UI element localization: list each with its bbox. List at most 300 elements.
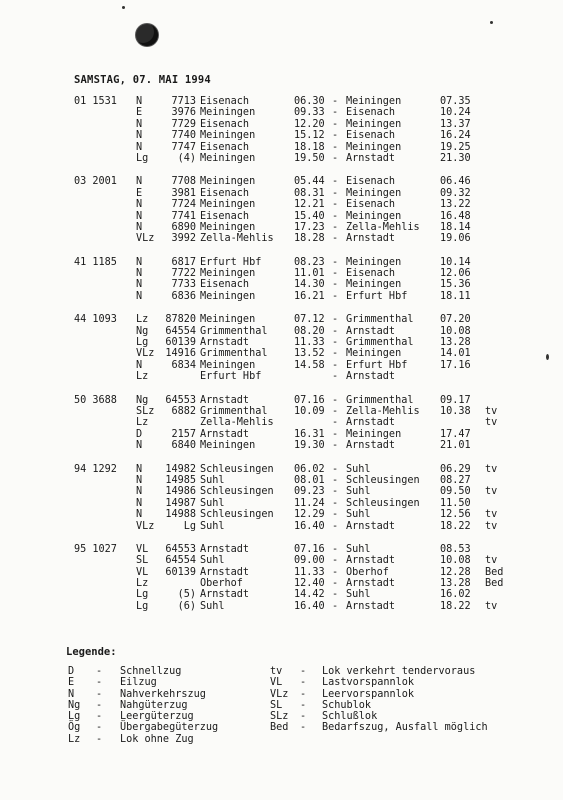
departure-time: 08.23	[294, 256, 325, 268]
timetable-row	[0, 337, 563, 348]
legend-description: Eilzug	[120, 677, 157, 689]
route-dash: -	[332, 394, 339, 406]
destination-station: Arnstadt	[346, 600, 396, 612]
train-number: (6)	[177, 600, 196, 612]
destination-station: Eisenach	[346, 107, 396, 119]
origin-station: Suhl	[200, 474, 225, 486]
train-number: 60139	[165, 566, 196, 578]
route-dash: -	[332, 440, 339, 452]
train-number: 14988	[165, 509, 196, 521]
destination-station: Meiningen	[346, 279, 402, 291]
timetable-row	[0, 440, 563, 451]
timetable-row	[0, 96, 563, 107]
arrival-time: 18.14	[440, 221, 471, 233]
destination-station: Arnstadt	[346, 555, 396, 567]
origin-station: Suhl	[200, 497, 225, 509]
destination-station: Meiningen	[346, 118, 402, 130]
route-dash: -	[332, 118, 339, 130]
legend-row	[0, 666, 563, 677]
arrival-time: 06.46	[440, 176, 471, 188]
locomotive-id: 95 1027	[74, 543, 117, 555]
route-dash: -	[332, 600, 339, 612]
arrival-time: 11.50	[440, 497, 471, 509]
locomotive-id: 94 1292	[74, 463, 117, 475]
route-dash: -	[332, 509, 339, 521]
destination-station: Zella-Mehlis	[346, 221, 420, 233]
legend-dash: -	[96, 699, 103, 711]
locomotive-id: 50 3688	[74, 394, 117, 406]
origin-station: Grimmenthal	[200, 325, 268, 337]
train-number: 6836	[171, 290, 196, 302]
departure-time: 16.40	[294, 520, 325, 532]
destination-station: Meiningen	[346, 428, 402, 440]
remark: tv	[485, 600, 498, 612]
route-dash: -	[332, 405, 339, 417]
route-dash: -	[332, 279, 339, 291]
origin-station: Meiningen	[200, 290, 256, 302]
route-dash: -	[332, 199, 339, 211]
departure-time: 10.09	[294, 405, 325, 417]
legend-row	[0, 734, 563, 745]
route-dash: -	[332, 233, 339, 245]
legend-dash: -	[96, 677, 103, 689]
arrival-time: 07.35	[440, 96, 471, 107]
destination-station: Meiningen	[346, 96, 402, 107]
departure-time: 14.30	[294, 279, 325, 291]
train-type: Lg	[136, 337, 149, 349]
destination-station: Arnstadt	[346, 325, 396, 337]
timetable-row	[0, 371, 563, 382]
legend-description: Lastvorspannlok	[322, 677, 415, 689]
arrival-time: 18.11	[440, 290, 471, 302]
train-type: N	[136, 463, 143, 475]
train-type: Ng	[136, 325, 149, 337]
departure-time: 12.40	[294, 578, 325, 590]
train-number: 64553	[165, 543, 196, 555]
train-type: N	[136, 474, 143, 486]
legend-description: Lok verkehrt tendervoraus	[322, 666, 476, 677]
train-type: N	[136, 497, 143, 509]
origin-station: Meiningen	[200, 314, 256, 326]
legend-abbreviation: Bed	[270, 722, 289, 734]
train-type: N	[136, 210, 143, 222]
timetable-row	[0, 176, 563, 187]
arrival-time: 07.20	[440, 314, 471, 326]
origin-station: Arnstadt	[200, 337, 250, 349]
arrival-time: 12.06	[440, 268, 471, 280]
origin-station: Grimmenthal	[200, 405, 268, 417]
route-dash: -	[332, 578, 339, 590]
remark: Bed	[485, 566, 504, 578]
train-type: N	[136, 509, 143, 521]
origin-station: Eisenach	[200, 96, 250, 107]
timetable-row	[0, 233, 563, 244]
timetable-row	[0, 521, 563, 532]
remark: tv	[485, 520, 498, 532]
arrival-time: 16.48	[440, 210, 471, 222]
departure-time: 07.16	[294, 394, 325, 406]
legend-abbreviation: N	[68, 688, 75, 700]
route-dash: -	[332, 210, 339, 222]
legend-description: Leervorspannlok	[322, 688, 415, 700]
timetable-row	[0, 578, 563, 589]
legend-dash: -	[300, 722, 307, 734]
train-type: VL	[136, 566, 149, 578]
timetable-row	[0, 279, 563, 290]
legend-abbreviation: tv	[270, 666, 283, 677]
arrival-time: 12.56	[440, 509, 471, 521]
route-dash: -	[332, 96, 339, 107]
arrival-time: 14.01	[440, 348, 471, 360]
destination-station: Arnstadt	[346, 371, 396, 383]
arrival-time: 16.02	[440, 589, 471, 601]
departure-time: 11.33	[294, 566, 325, 578]
train-type: N	[136, 256, 143, 268]
origin-station: Zella-Mehlis	[200, 417, 274, 429]
route-dash: -	[332, 221, 339, 233]
paper-speck	[490, 21, 493, 24]
train-type: SLz	[136, 405, 155, 417]
origin-station: Meiningen	[200, 152, 256, 164]
train-number: 7747	[171, 141, 196, 153]
origin-station: Meiningen	[200, 199, 256, 211]
legend-dash: -	[96, 666, 103, 677]
origin-station: Suhl	[200, 600, 225, 612]
destination-station: Meiningen	[346, 348, 402, 360]
arrival-time: 09.17	[440, 394, 471, 406]
destination-station: Eisenach	[346, 268, 396, 280]
timetable-row	[0, 291, 563, 302]
train-number: 60139	[165, 337, 196, 349]
remark: tv	[485, 405, 498, 417]
timetable-row	[0, 130, 563, 141]
destination-station: Suhl	[346, 509, 371, 521]
arrival-time: 08.27	[440, 474, 471, 486]
train-type: E	[136, 107, 143, 119]
route-dash: -	[332, 325, 339, 337]
route-dash: -	[332, 187, 339, 199]
destination-station: Grimmenthal	[346, 314, 414, 326]
train-number: 14985	[165, 474, 196, 486]
train-number: 3992	[171, 233, 196, 245]
destination-station: Suhl	[346, 463, 371, 475]
origin-station: Schleusingen	[200, 486, 274, 498]
destination-station: Meiningen	[346, 187, 402, 199]
origin-station: Schleusingen	[200, 509, 274, 521]
train-type: N	[136, 141, 143, 153]
legend-row	[0, 700, 563, 711]
locomotive-group	[0, 544, 563, 612]
legend-dash: -	[96, 722, 103, 734]
legend-abbreviation: Ng	[68, 699, 81, 711]
destination-station: Suhl	[346, 589, 371, 601]
train-type: Lz	[136, 371, 149, 383]
departure-time: 09.33	[294, 107, 325, 119]
arrival-time: 09.50	[440, 486, 471, 498]
origin-station: Eisenach	[200, 187, 250, 199]
train-number: 6834	[171, 359, 196, 371]
arrival-time: 18.22	[440, 600, 471, 612]
locomotive-group	[0, 464, 563, 532]
legend-description: Nahverkehrszug	[120, 688, 206, 700]
timetable-row	[0, 601, 563, 612]
train-type: N	[136, 440, 143, 452]
departure-time: 15.40	[294, 210, 325, 222]
route-dash: -	[332, 348, 339, 360]
train-number: 7713	[171, 96, 196, 107]
destination-station: Erfurt Hbf	[346, 290, 408, 302]
departure-time: 12.21	[294, 199, 325, 211]
timetable-row	[0, 417, 563, 428]
departure-time: 07.12	[294, 314, 325, 326]
locomotive-group	[0, 395, 563, 452]
departure-time: 16.40	[294, 600, 325, 612]
destination-station: Meiningen	[346, 256, 402, 268]
timetable-row	[0, 475, 563, 486]
departure-time: 18.28	[294, 233, 325, 245]
locomotive-group	[0, 96, 563, 164]
origin-station: Erfurt Hbf	[200, 371, 262, 383]
train-type: Lz	[136, 314, 149, 326]
route-dash: -	[332, 474, 339, 486]
route-dash: -	[332, 268, 339, 280]
route-dash: -	[332, 371, 339, 383]
legend-dash: -	[300, 711, 307, 723]
departure-time: 06.02	[294, 463, 325, 475]
departure-time: 11.01	[294, 268, 325, 280]
legend-abbreviation: Lg	[68, 711, 81, 723]
train-number: 7741	[171, 210, 196, 222]
arrival-time: 13.22	[440, 199, 471, 211]
origin-station: Meiningen	[200, 130, 256, 142]
legend-abbreviation: Lz	[68, 733, 81, 745]
arrival-time: 08.53	[440, 543, 471, 555]
train-type: N	[136, 176, 143, 188]
legend-description: Schnellzug	[120, 666, 182, 677]
locomotive-group	[0, 257, 563, 303]
arrival-time: 21.01	[440, 440, 471, 452]
arrival-time: 18.22	[440, 520, 471, 532]
route-dash: -	[332, 176, 339, 188]
origin-station: Arnstadt	[200, 394, 250, 406]
arrival-time: 15.36	[440, 279, 471, 291]
route-dash: -	[332, 589, 339, 601]
route-dash: -	[332, 566, 339, 578]
destination-station: Arnstadt	[346, 417, 396, 429]
timetable-row	[0, 486, 563, 497]
legend-description: Schlußlok	[322, 711, 378, 723]
route-dash: -	[332, 107, 339, 119]
paper-speck	[122, 6, 125, 9]
train-type: N	[136, 279, 143, 291]
departure-time: 14.42	[294, 589, 325, 601]
origin-station: Eisenach	[200, 118, 250, 130]
train-type: Lz	[136, 417, 149, 429]
train-number: 6840	[171, 440, 196, 452]
route-dash: -	[332, 256, 339, 268]
train-type: N	[136, 268, 143, 280]
locomotive-id: 03 2001	[74, 176, 117, 188]
origin-station: Meiningen	[200, 268, 256, 280]
timetable-row	[0, 348, 563, 359]
arrival-time: 13.28	[440, 578, 471, 590]
origin-station: Meiningen	[200, 440, 256, 452]
train-number: 6817	[171, 256, 196, 268]
train-type: N	[136, 118, 143, 130]
train-number: 14987	[165, 497, 196, 509]
origin-station: Eisenach	[200, 210, 250, 222]
remark: Bed	[485, 578, 504, 590]
destination-station: Grimmenthal	[346, 337, 414, 349]
train-number: 6890	[171, 221, 196, 233]
route-dash: -	[332, 543, 339, 555]
train-type: N	[136, 199, 143, 211]
departure-time: 19.50	[294, 152, 325, 164]
departure-time: 11.24	[294, 497, 325, 509]
destination-station: Oberhof	[346, 566, 389, 578]
departure-time: 16.31	[294, 428, 325, 440]
arrival-time: 10.08	[440, 325, 471, 337]
legend-dash: -	[96, 688, 103, 700]
timetable-row	[0, 498, 563, 509]
arrival-time: 10.38	[440, 405, 471, 417]
train-type: N	[136, 290, 143, 302]
train-number: 14982	[165, 463, 196, 475]
legend-abbreviation: D	[68, 666, 75, 677]
page-title: SAMSTAG, 07. MAI 1994	[74, 74, 211, 86]
arrival-time: 10.08	[440, 555, 471, 567]
origin-station: Arnstadt	[200, 566, 250, 578]
train-type: VLz	[136, 520, 155, 532]
train-number: Lg	[183, 520, 196, 532]
arrival-time: 12.28	[440, 566, 471, 578]
origin-station: Arnstadt	[200, 589, 250, 601]
arrival-time: 19.06	[440, 233, 471, 245]
legend-dash: -	[96, 711, 103, 723]
origin-station: Meiningen	[200, 176, 256, 188]
timetable-row	[0, 395, 563, 406]
departure-time: 08.20	[294, 325, 325, 337]
origin-station: Grimmenthal	[200, 348, 268, 360]
train-type: Ng	[136, 394, 149, 406]
legend-description: Bedarfszug, Ausfall möglich	[322, 722, 488, 734]
legend-abbreviation: Ög	[68, 722, 81, 734]
timetable-row	[0, 188, 563, 199]
destination-station: Arnstadt	[346, 152, 396, 164]
timetable-row	[0, 257, 563, 268]
departure-time: 11.33	[294, 337, 325, 349]
legend-dash: -	[300, 677, 307, 689]
arrival-time: 13.28	[440, 337, 471, 349]
train-number: 3981	[171, 187, 196, 199]
destination-station: Arnstadt	[346, 440, 396, 452]
timetable-row	[0, 153, 563, 164]
remark: tv	[485, 417, 498, 429]
route-dash: -	[332, 555, 339, 567]
locomotive-group	[0, 176, 563, 244]
train-type: N	[136, 130, 143, 142]
train-number: 7708	[171, 176, 196, 188]
remark: tv	[485, 509, 498, 521]
departure-time: 14.58	[294, 359, 325, 371]
origin-station: Eisenach	[200, 141, 250, 153]
destination-station: Eisenach	[346, 130, 396, 142]
timetable-row	[0, 406, 563, 417]
timetable-row	[0, 222, 563, 233]
route-dash: -	[332, 359, 339, 371]
route-dash: -	[332, 141, 339, 153]
departure-time: 12.20	[294, 118, 325, 130]
legend-dash: -	[96, 733, 103, 745]
timetable-groups	[0, 96, 563, 624]
destination-station: Eisenach	[346, 176, 396, 188]
origin-station: Erfurt Hbf	[200, 256, 262, 268]
remark: tv	[485, 555, 498, 567]
train-type: E	[136, 187, 143, 199]
legend-description: Nahgüterzug	[120, 699, 188, 711]
legend-title: Legende:	[66, 646, 117, 658]
arrival-time: 10.24	[440, 107, 471, 119]
timetable-row	[0, 567, 563, 578]
arrival-time: 16.24	[440, 130, 471, 142]
origin-station: Meiningen	[200, 221, 256, 233]
train-type: VL	[136, 543, 149, 555]
timetable-row	[0, 142, 563, 153]
arrival-time: 21.30	[440, 152, 471, 164]
departure-time: 08.31	[294, 187, 325, 199]
train-number: 64554	[165, 555, 196, 567]
origin-station: Oberhof	[200, 578, 243, 590]
legend-abbreviation: SL	[270, 699, 283, 711]
origin-station: Suhl	[200, 555, 225, 567]
route-dash: -	[332, 417, 339, 429]
departure-time: 09.00	[294, 555, 325, 567]
route-dash: -	[332, 428, 339, 440]
route-dash: -	[332, 290, 339, 302]
destination-station: Arnstadt	[346, 578, 396, 590]
route-dash: -	[332, 314, 339, 326]
train-number: 14986	[165, 486, 196, 498]
timetable-row	[0, 509, 563, 520]
destination-station: Zella-Mehlis	[346, 405, 420, 417]
train-type: N	[136, 96, 143, 107]
timetable-row	[0, 360, 563, 371]
arrival-time: 19.25	[440, 141, 471, 153]
train-type: N	[136, 359, 143, 371]
departure-time: 15.12	[294, 130, 325, 142]
departure-time: 09.23	[294, 486, 325, 498]
train-number: 2157	[171, 428, 196, 440]
destination-station: Schleusingen	[346, 474, 420, 486]
timetable-row	[0, 268, 563, 279]
destination-station: Eisenach	[346, 199, 396, 211]
legend-description: Lok ohne Zug	[120, 733, 194, 745]
timetable-row	[0, 211, 563, 222]
timetable-row	[0, 199, 563, 210]
legend-abbreviation: VL	[270, 677, 283, 689]
train-number: 7724	[171, 199, 196, 211]
train-number: 14916	[165, 348, 196, 360]
route-dash: -	[332, 130, 339, 142]
legend-dash: -	[300, 699, 307, 711]
locomotive-group	[0, 314, 563, 382]
legend-abbreviation: E	[68, 677, 75, 689]
train-number: (5)	[177, 589, 196, 601]
departure-time: 16.21	[294, 290, 325, 302]
destination-station: Grimmenthal	[346, 394, 414, 406]
origin-station: Arnstadt	[200, 428, 250, 440]
timetable-row	[0, 589, 563, 600]
